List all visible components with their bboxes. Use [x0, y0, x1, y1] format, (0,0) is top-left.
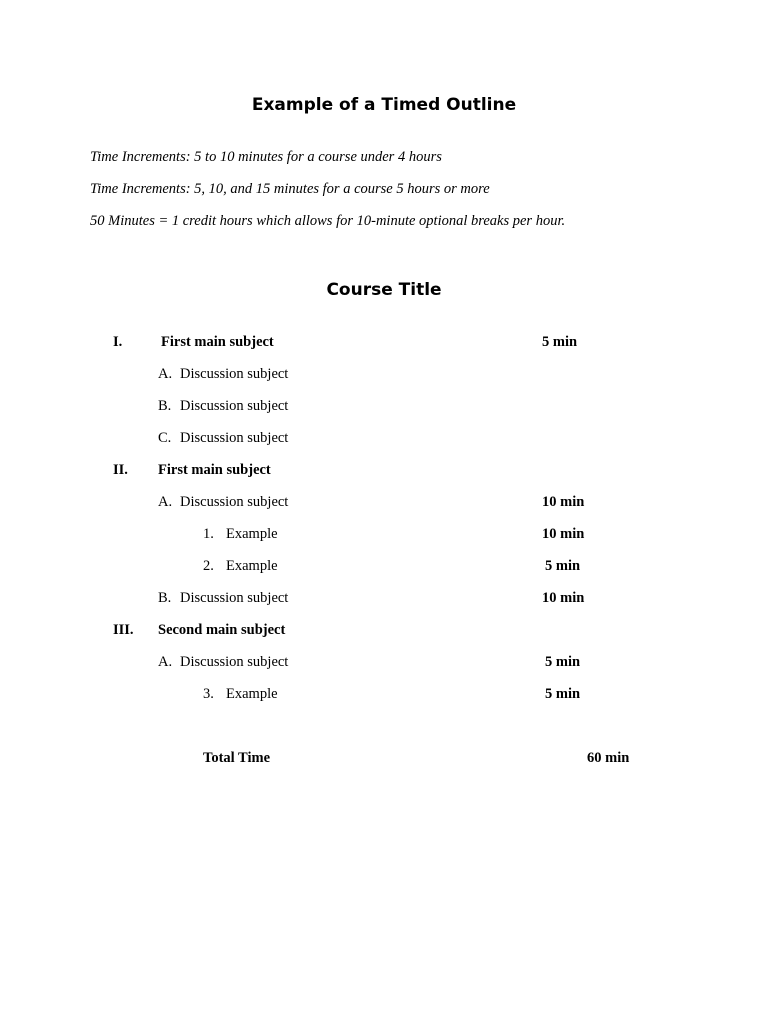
outline-time: 5 min [545, 686, 581, 702]
outline-label: First main subject [161, 334, 274, 350]
outline-marker: B. [158, 590, 172, 606]
outline-label: Example [226, 686, 278, 702]
outline-item-iii-a-3 [0, 686, 768, 706]
outline-marker: A. [158, 494, 173, 510]
note-time-increments-short: Time Increments: 5 to 10 minutes for a course under 4 hours [90, 149, 442, 165]
outline-item-ii [0, 462, 768, 482]
outline-time: 5 min [545, 558, 581, 574]
outline-marker: II. [113, 462, 128, 478]
outline-item-ii-a-1 [0, 526, 768, 546]
outline-marker: C. [158, 430, 172, 446]
note-credit-hours: 50 Minutes = 1 credit hours which allows for 10-minute optional breaks per hour. [90, 213, 566, 229]
outline-label: Discussion subject [180, 366, 289, 382]
outline-marker: B. [158, 398, 172, 414]
outline-label: Discussion subject [180, 398, 289, 414]
outline-label: Discussion subject [180, 494, 289, 510]
outline-label: Discussion subject [180, 430, 289, 446]
outline-time: 10 min [542, 526, 585, 542]
outline-time: 10 min [542, 590, 585, 606]
outline-item-ii-a-2 [0, 558, 768, 578]
outline-marker: A. [158, 366, 173, 382]
document-title: Example of a Timed Outline [251, 95, 517, 115]
outline-time: 5 min [542, 334, 578, 350]
outline-marker: 1. [203, 526, 214, 542]
outline-time: 5 min [545, 654, 581, 670]
outline-marker: 2. [203, 558, 214, 574]
outline-item-iii [0, 622, 768, 642]
outline-item-ii-b [0, 590, 768, 610]
note-time-increments-long: Time Increments: 5, 10, and 15 minutes for a course 5 hours or more [90, 181, 490, 197]
outline-marker: A. [158, 654, 173, 670]
outline-item-ii-a [0, 494, 768, 514]
outline-label: Second main subject [158, 622, 286, 638]
outline-item-i-a [0, 366, 768, 386]
outline-time: 10 min [542, 494, 585, 510]
outline-label: Discussion subject [180, 654, 289, 670]
outline-label: Example [226, 558, 278, 574]
outline-item-i-b [0, 398, 768, 418]
total-time-row [0, 750, 768, 770]
total-time-label: Total Time [203, 750, 271, 766]
outline-marker: 3. [203, 686, 214, 702]
outline-item-i [0, 334, 768, 354]
outline-label: Discussion subject [180, 590, 289, 606]
outline-marker: III. [113, 622, 134, 638]
outline-label: Example [226, 526, 278, 542]
course-title: Course Title [326, 280, 442, 300]
outline-marker: I. [113, 334, 123, 350]
total-time-value: 60 min [587, 750, 630, 766]
outline-item-i-c [0, 430, 768, 450]
outline-label: First main subject [158, 462, 271, 478]
outline-item-iii-a [0, 654, 768, 674]
